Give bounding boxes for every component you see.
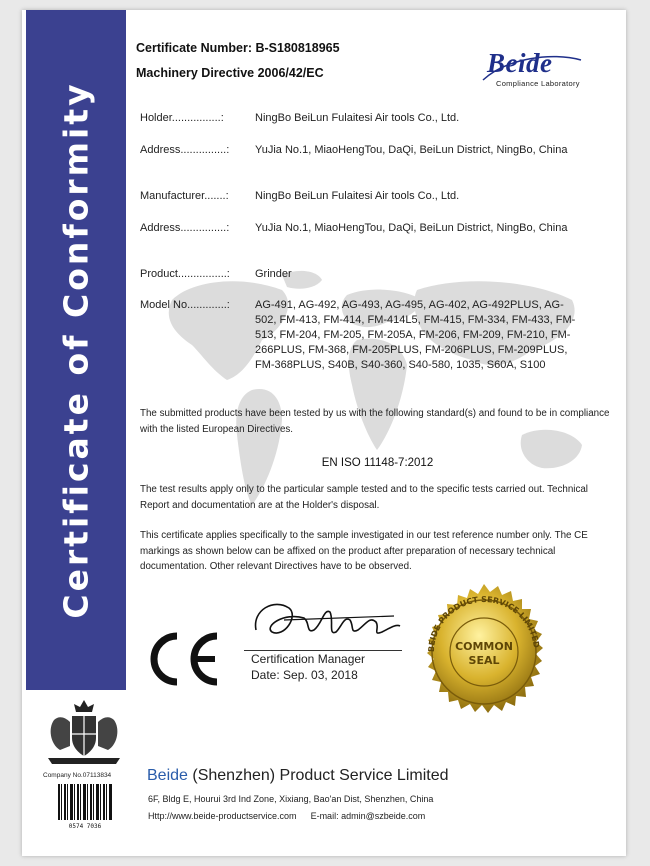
signature-icon bbox=[244, 590, 404, 650]
logo-subtitle: Compliance Laboratory bbox=[496, 79, 580, 88]
holder-value: NingBo BeiLun Fulaitesi Air tools Co., Ltd. bbox=[255, 112, 460, 124]
holder-label: Holder................: bbox=[140, 112, 224, 124]
certificate-sheet bbox=[22, 10, 626, 856]
beide-logo: Beide bbox=[487, 48, 553, 78]
directive-title: Machinery Directive 2006/42/EC bbox=[136, 66, 324, 80]
seal-ring-text: BEIDE PRODUCT SERVICE LIMITED bbox=[426, 594, 541, 653]
footer-website: Http://www.beide-productservice.com bbox=[148, 811, 297, 821]
manufacturer-address-value: YuJia No.1, MiaoHengTou, DaQi, BeiLun District, NingBo, China bbox=[255, 222, 568, 234]
manufacturer-address-label: Address...............: bbox=[140, 222, 230, 234]
manufacturer-value: NingBo BeiLun Fulaitesi Air tools Co., Ltd. bbox=[255, 190, 460, 202]
footer-name-rest: (Shenzhen) Product Service Limited bbox=[187, 767, 449, 784]
sidebar-title: Certificate of Conformity bbox=[56, 81, 96, 619]
certificate-number: Certificate Number: B-S180818965 bbox=[136, 41, 340, 55]
company-number: Company No.07113834 bbox=[43, 772, 112, 779]
product-label: Product................: bbox=[140, 268, 230, 280]
barcode-number: 0574 7036 bbox=[68, 823, 102, 830]
product-value: Grinder bbox=[255, 268, 292, 280]
holder-address-value: YuJia No.1, MiaoHengTou, DaQi, BeiLun District, NingBo, China bbox=[255, 144, 568, 156]
footer-contact bbox=[148, 811, 425, 821]
sidebar-band bbox=[26, 10, 126, 690]
signature-date: Date: Sep. 03, 2018 bbox=[251, 668, 358, 682]
footer-company-name bbox=[147, 767, 449, 785]
statement-results: The test results apply only to the particular sample tested and to the specific tests carried out. Technical Report and documentation are at the Holder's disposal. bbox=[140, 484, 588, 511]
signature-title: Certification Manager bbox=[251, 652, 366, 666]
statement-tested: The submitted products have been tested by us with the following standard(s) and found to be in compliance with the listed European Directives. bbox=[140, 408, 610, 435]
ce-mark-icon bbox=[147, 630, 227, 688]
royal-coat-of-arms-icon bbox=[42, 698, 126, 768]
footer-brand: Beide bbox=[147, 767, 188, 784]
statement-applies: This certificate applies specifically to the sample investigated in our test reference number only. The CE markings as shown below can be affixed on the product after preparation of necessary technical documentation. Other relevant Directives have to be observed. bbox=[140, 530, 588, 572]
model-value: AG-491, AG-492, AG-493, AG-495, AG-402, AG-492PLUS, AG-502, FM-413, FM-414, FM-414L5, FM-415, FM-334, FM-433, FM-513, FM-204, FM-205, FM-205A, FM-206, FM-209, FM-210, FM-266PLUS, FM-368, FM-205PLUS, FM-206PLUS, FM-209PLUS, FM-368PLUS, S40B, S40-360, S40-580, 1035, S60A, S100 bbox=[255, 299, 576, 371]
holder-address-label: Address...............: bbox=[140, 144, 230, 156]
footer-address: 6F, Bldg E, Hourui 3rd Ind Zone, Xixiang, Bao'an Dist, Shenzhen, China bbox=[148, 794, 434, 804]
common-seal-icon bbox=[414, 582, 554, 722]
signature-line bbox=[244, 650, 402, 651]
barcode-icon bbox=[57, 784, 113, 830]
manufacturer-label: Manufacturer.......: bbox=[140, 190, 229, 202]
standard-name: EN ISO 11148-7:2012 bbox=[321, 457, 434, 469]
seal-text-seal: SEAL bbox=[468, 654, 500, 667]
model-label: Model No.............: bbox=[140, 299, 230, 311]
footer-email: E-mail: admin@szbeide.com bbox=[310, 811, 426, 821]
seal-text-common: COMMON bbox=[455, 640, 513, 653]
